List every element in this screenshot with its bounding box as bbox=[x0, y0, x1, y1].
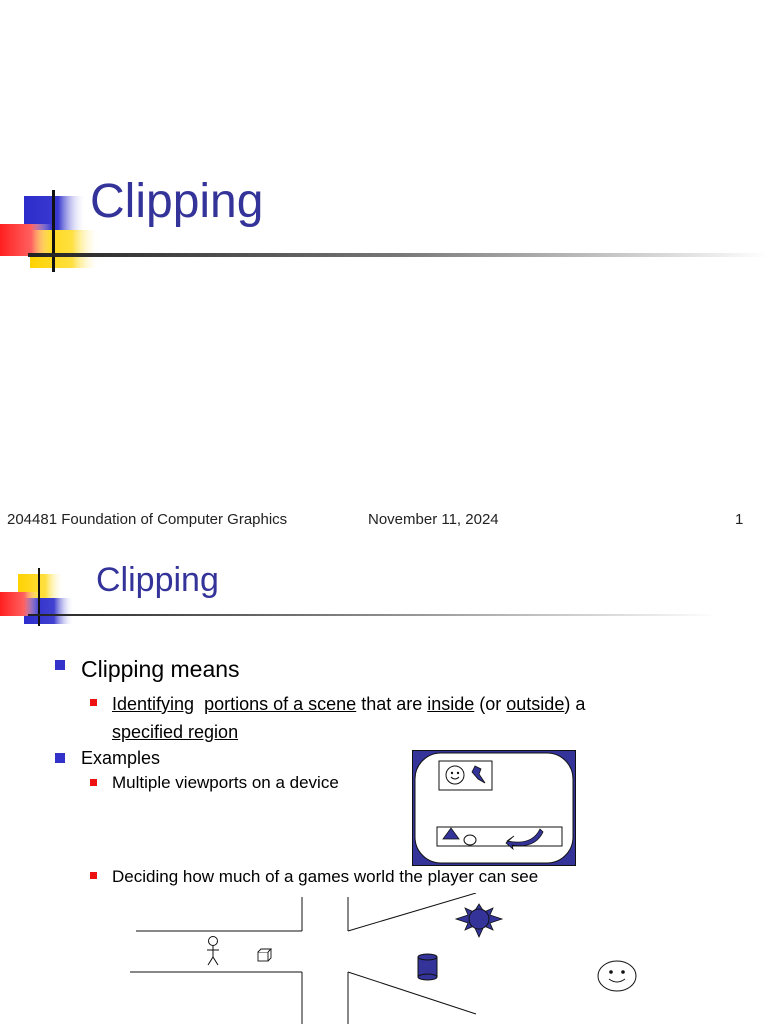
bullet-marker bbox=[55, 660, 65, 670]
smiley-icon bbox=[598, 961, 636, 991]
title-logo bbox=[0, 566, 80, 628]
device-viewports-figure bbox=[412, 750, 576, 866]
title-divider bbox=[0, 252, 768, 258]
cube-icon bbox=[258, 949, 271, 961]
sub-bullet-marker bbox=[90, 699, 97, 706]
text-outside: outside bbox=[506, 694, 565, 714]
title-divider bbox=[0, 613, 768, 618]
text-identifying: Identifying bbox=[112, 694, 195, 714]
text-or: (or bbox=[474, 694, 507, 714]
slide-2-title: Clipping bbox=[96, 561, 219, 599]
bullet-identifying bbox=[112, 690, 672, 746]
slide-1-title: Clipping bbox=[90, 175, 264, 228]
stick-figure-icon bbox=[207, 937, 219, 966]
text-that-are: that are bbox=[356, 694, 428, 714]
cylinder-icon bbox=[418, 954, 437, 980]
bullet-games-world: Deciding how much of a games world the player can see bbox=[112, 867, 539, 886]
text-inside: inside bbox=[427, 694, 475, 714]
footer-page-number: 1 bbox=[735, 511, 744, 528]
footer-date: November 11, 2024 bbox=[368, 511, 499, 528]
sun-icon bbox=[456, 904, 502, 937]
bullet-multiple-viewports: Multiple viewports on a device bbox=[112, 773, 339, 792]
title-logo bbox=[0, 186, 100, 272]
bullet-examples: Examples bbox=[81, 748, 161, 768]
text-portions-of-a-scene: portions of a scene bbox=[204, 694, 357, 714]
bullet-marker bbox=[55, 753, 65, 763]
sub-bullet-marker bbox=[90, 779, 97, 786]
footer-course: 204481 Foundation of Computer Graphics bbox=[7, 511, 288, 528]
sub-bullet-marker bbox=[90, 872, 97, 879]
text-specified-region: specified region bbox=[112, 722, 239, 742]
smiley-icon bbox=[446, 766, 464, 784]
game-world-figure bbox=[126, 893, 646, 1024]
text-a: ) a bbox=[564, 694, 586, 714]
bullet-clipping-means: Clipping means bbox=[81, 656, 240, 682]
circle-icon bbox=[464, 835, 476, 845]
